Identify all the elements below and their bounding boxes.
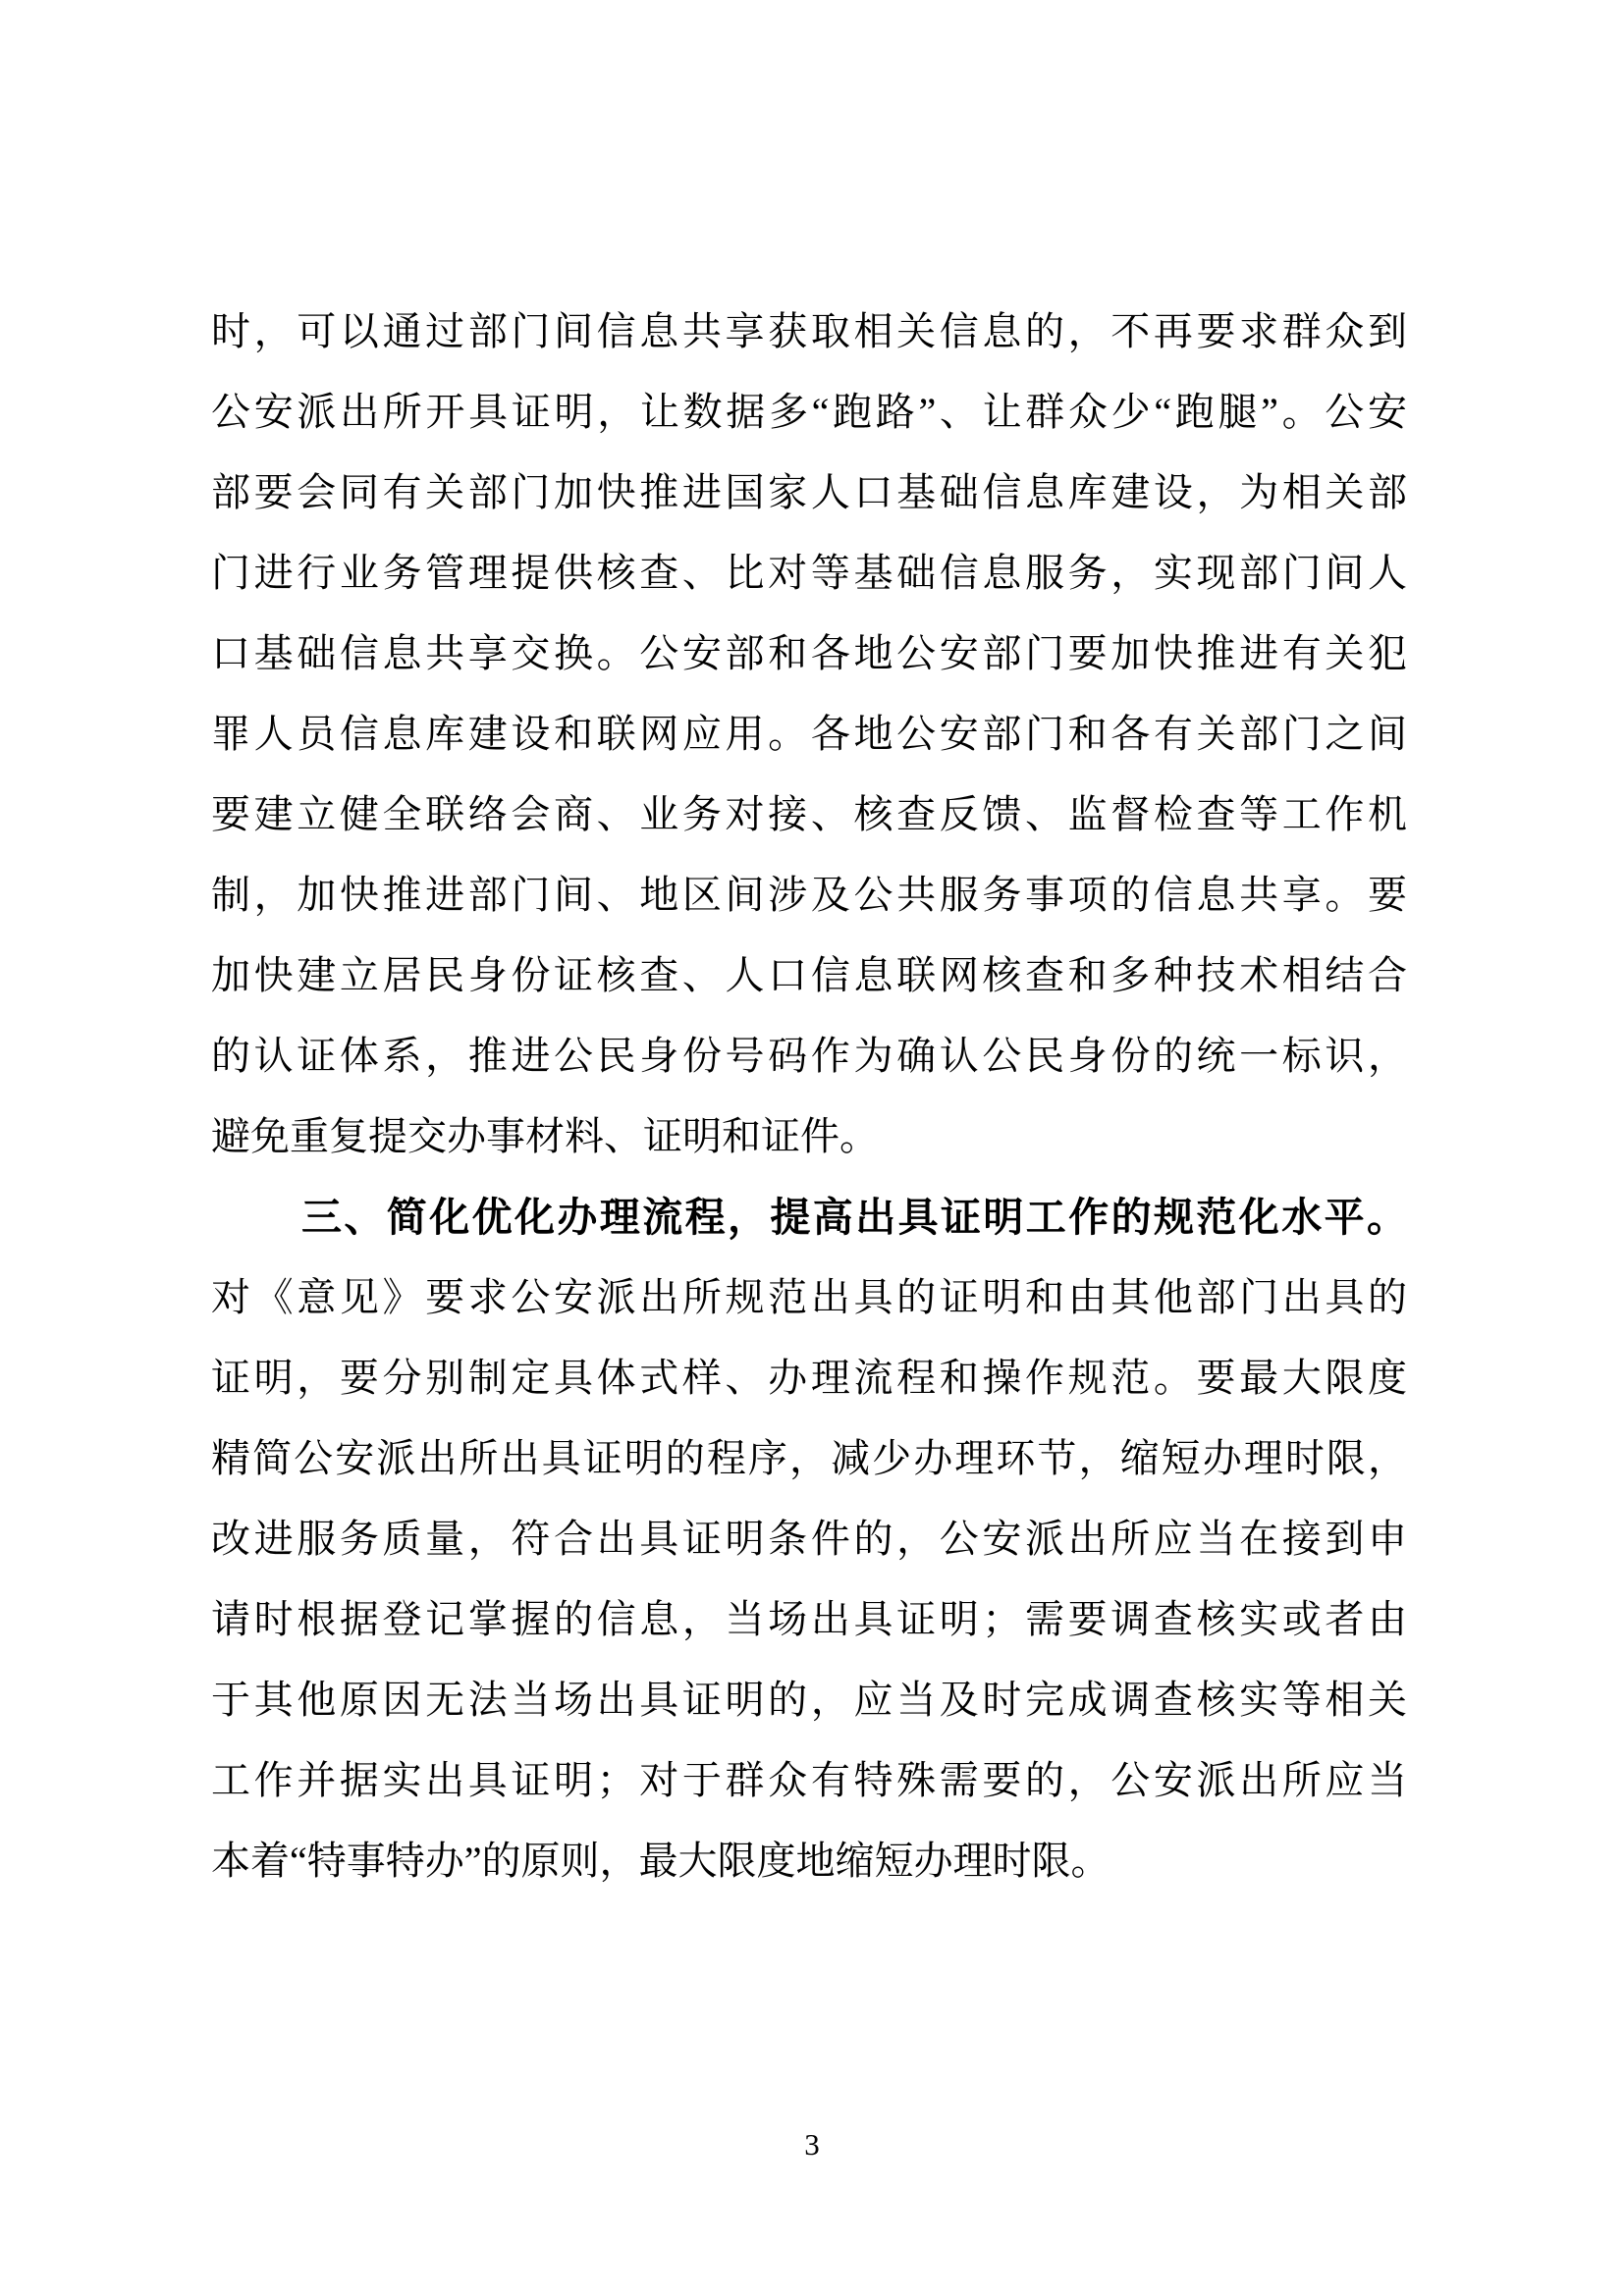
text-line: 证明，要分别制定具体式样、办理流程和操作规范。要最大限度 (211, 1356, 1407, 1400)
text-line: 精简公安派出所出具证明的程序，减少办理环节，缩短办理时限， (211, 1436, 1407, 1480)
text-line: 于其他原因无法当场出具证明的，应当及时完成调查核实等相关 (211, 1678, 1407, 1722)
document-text-block (211, 292, 1407, 1901)
text-line: 门进行业务管理提供核查、比对等基础信息服务，实现部门间人 (211, 551, 1407, 595)
text-line: 改进服务质量，符合出具证明条件的，公安派出所应当在接到申 (211, 1517, 1407, 1561)
text-line: 工作并据实出具证明；对于群众有特殊需要的，公安派出所应当 (211, 1758, 1407, 1802)
text-line: 口基础信息共享交换。公安部和各地公安部门要加快推进有关犯 (211, 631, 1407, 675)
text-line: 请时根据登记掌握的信息，当场出具证明；需要调查核实或者由 (211, 1597, 1407, 1641)
text-line: 时，可以通过部门间信息共享获取相关信息的，不再要求群众到 (211, 309, 1407, 353)
section-heading-line: 三、简化优化办理流程，提高出具证明工作的规范化水平。 (301, 1195, 1407, 1240)
text-line: 部要会同有关部门加快推进国家人口基础信息库建设，为相关部 (211, 470, 1407, 514)
text-line: 要建立健全联络会商、业务对接、核查反馈、监督检查等工作机 (211, 792, 1407, 836)
text-line: 的认证体系，推进公民身份号码作为确认公民身份的统一标识， (211, 1034, 1407, 1078)
text-line: 加快建立居民身份证核查、人口信息联网核查和多种技术相结合 (211, 953, 1407, 997)
page-number: 3 (804, 2127, 820, 2162)
text-line: 对《意见》要求公安派出所规范出具的证明和由其他部门出具的 (211, 1275, 1407, 1319)
text-line: 罪人员信息库建设和联网应用。各地公安部门和各有关部门之间 (211, 712, 1407, 756)
text-line: 公安派出所开具证明，让数据多“跑路”、让群众少“跑腿”。公安 (211, 390, 1407, 434)
text-line: 本着“特事特办”的原则，最大限度地缩短办理时限。 (211, 1839, 1110, 1883)
text-line: 避免重复提交办事材料、证明和证件。 (211, 1114, 879, 1158)
text-line: 制，加快推进部门间、地区间涉及公共服务事项的信息共享。要 (211, 873, 1407, 917)
